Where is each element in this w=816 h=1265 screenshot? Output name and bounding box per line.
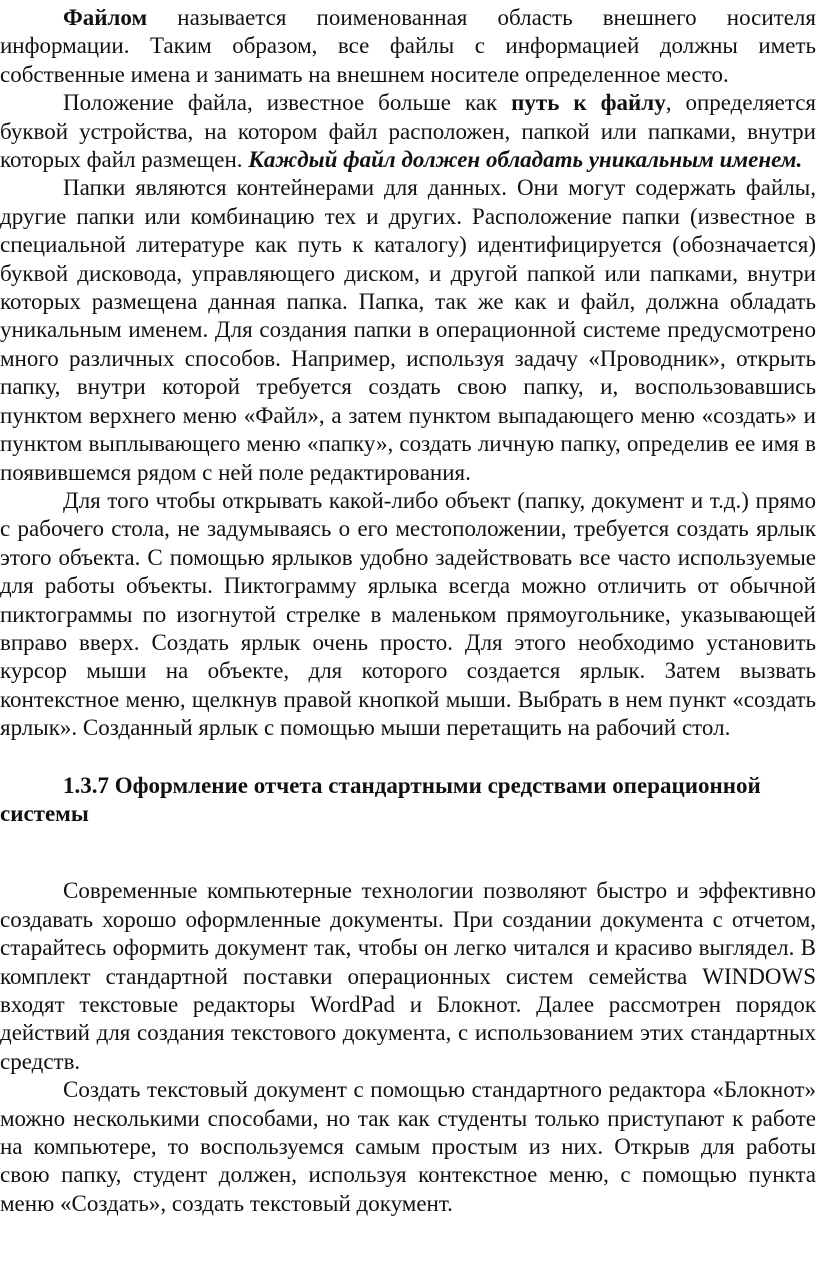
paragraph-text: называется поименованная область внешнего носителя информации. Таким образом, все файлы с информацией должны иметь собственные имена и занимать на внешнем носителе определенное место.	[0, 5, 816, 87]
paragraph-text: , определяется буквой устройства, на котором файл расположен, папкой или папками, внутри которых файл размещен.	[0, 90, 816, 173]
term-file: Файлом	[63, 5, 148, 30]
paragraph-folders: Папки являются контейнерами для данных. Они могут содержать файлы, другие папки или комбинацию тех и других. Расположение папки (известное в специальной литературе как путь к каталогу) идентифицируется (обозначается) буквой дисковода, управляющего диском, и другой папкой или папками, внутри которых размещена данная папка. Папка, так же как и файл, должна обладать уникальным именем. Для создания папки в операционной системе предусмотрено много различных способов. Например, используя задачу «Проводник», открыть папку, внутри которой требуется создать свою папку, и, воспользовавшись пунктом верхнего меню «Файл», а затем пунктом выпадающего меню «создать» и пунктом выплывающего меню «папку», создать личную папку, определив ее имя в появившемся рядом с ней поле редактирования.	[0, 175, 816, 485]
paragraph-shortcuts: Для того чтобы открывать какой-либо объект (папку, документ и т.д.) прямо с рабочего стола, не задумываясь о его местоположении, требуется создать ярлык этого объекта. С помощью ярлыков удобно задействовать все часто используемые для работы объекты. Пиктограмму ярлыка всегда можно отличить от обычной пиктограммы по изогнутой стрелке в маленьком прямоугольнике, указывающей вправо вверх. Создать ярлык очень просто. Для этого необходимо установить курсор мыши на объекте, для которого создается ярлык. Затем вызвать контекстное меню, щелкнув правой кнопкой мыши. Выбрать в нем пункт «создать ярлык». Созданный ярлык с помощью мыши перетащить на рабочий стол.	[0, 487, 816, 741]
emphasis-unique-name: Каждый файл должен обладать уникальным именем.	[248, 147, 803, 173]
term-file-path: путь к файлу	[511, 90, 666, 116]
section-heading: 1.3.7 Оформление отчета стандартными средствами операционной системы	[0, 772, 761, 826]
paragraph-text: Положение файла, известное больше как	[63, 90, 512, 116]
paragraph-modern-tech: Современные компьютерные технологии позволяют быстро и эффективно создавать хорошо оформленные документы. При создании документа с отчетом, старайтесь оформить документ так, чтобы он легко читался и красиво выглядел. В комплект стандартной поставки операционных систем семейства WINDOWS входят текстовые редакторы WordPad и Блокнот. Далее рассмотрен порядок действий для создания текстового документа, с использованием этих стандартных средств.	[0, 878, 816, 1074]
paragraph-file-path	[0, 89, 816, 174]
paragraph-notepad: Создать текстовый документ с помощью стандартного редактора «Блокнот» можно несколькими способами, но так как студенты только приступают к работе на компьютере, то воспользуемся самым простым из них. Открыв для работы свою папку, студент должен, используя контекстное меню, с помощью пункта меню «Создать», создать текстовый документ.	[0, 1077, 816, 1216]
paragraph-file-definition	[0, 4, 816, 89]
